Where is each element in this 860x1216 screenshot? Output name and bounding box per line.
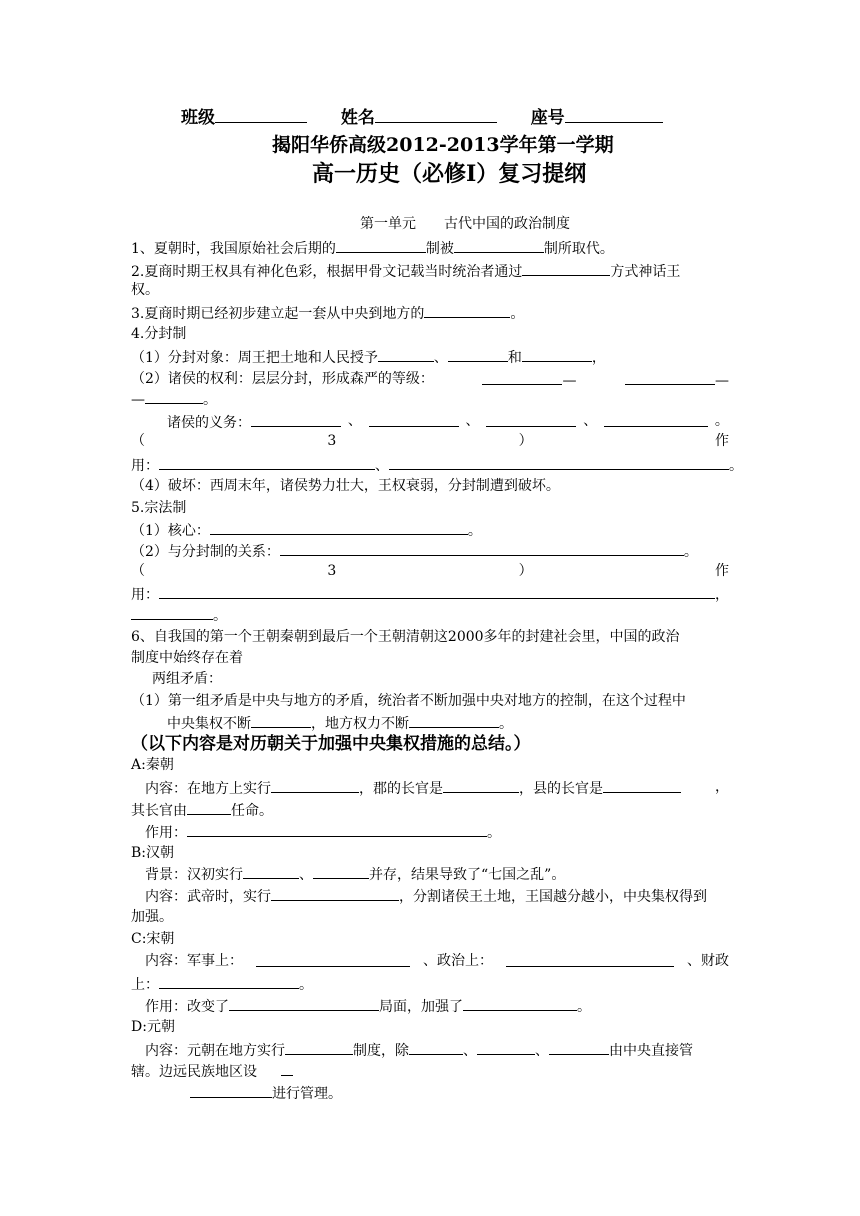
blank[interactable] [477,1040,535,1055]
q6-line-cont: 制度中始终存在着 [131,650,243,666]
blank[interactable] [313,864,369,879]
han-background-line: 背景：汉初实行 、 并存，结果导致了“七国之乱”。 [145,864,565,884]
blank[interactable] [159,974,299,989]
q4-3-line-cont: 用： 、 。 [131,455,743,475]
yuan-heading: D:元朝 [131,1019,175,1035]
song-heading: C:宋朝 [131,931,175,947]
unit-title: 第一单元 [360,216,416,232]
blank[interactable] [448,347,508,362]
name-label: 姓名 [340,108,375,128]
q4-4-line: （4）破坏：西周末年，诸侯势力壮大，王权衰弱，分封制遭到破坏。 [131,478,560,494]
blank[interactable] [131,605,213,620]
blank[interactable] [389,455,729,470]
q6-1-line-cont: 中央集权不断 ，地方权力不断 。 [167,713,513,733]
blank[interactable] [159,584,715,599]
qin-heading: A:秦朝 [131,757,174,773]
title-school: 揭阳华侨高级2012-2013学年第一学期 [272,134,614,156]
student-info-row [181,103,663,128]
class-label: 班级 [181,108,215,128]
blank[interactable] [549,1040,609,1055]
blank[interactable] [409,1040,463,1055]
seat-label: 座号 [530,108,565,128]
yuan-content-end: 进行管理。 [190,1083,342,1103]
blank[interactable] [256,952,410,967]
blank[interactable] [336,238,426,253]
q4-2-line-cont: — 。 [131,389,217,409]
unit-name: 古代中国的政治制度 [444,216,570,232]
blank[interactable] [187,800,231,815]
blank[interactable] [603,778,681,793]
unit-heading [360,215,570,233]
q2-line-cont: 权。 [131,282,159,298]
blank[interactable] [285,1040,353,1055]
blank[interactable] [522,261,610,276]
yuan-content-line: 内容：元朝在地方实行 制度，除 、 、 由中央直接管 [145,1040,693,1060]
blank[interactable] [281,1061,293,1076]
blank[interactable] [251,412,341,427]
blank[interactable] [424,303,510,318]
q2-line: 2.夏商时期王权具有神化色彩，根据甲骨文记载当时统治者通过 方式神话王 [131,261,680,281]
q3-line: 3.夏商时期已经初步建立起一套从中央到地方的 。 [131,303,524,323]
blank[interactable] [378,347,434,362]
blank[interactable] [210,520,468,535]
yuan-content-cont: 辖。边远民族地区设 [131,1061,293,1081]
song-content-cont: 上： 。 [131,974,313,994]
summary-heading: （以下内容是对历朝关于加强中央集权措施的总结。） [131,734,531,754]
blank[interactable] [506,952,674,967]
blank[interactable] [625,370,715,385]
title-course: 高一历史（必修Ⅰ）复习提纲 [312,161,587,187]
blank[interactable] [187,822,487,837]
qin-content-cont: 其长官由 任命。 [131,800,273,820]
name-field[interactable] [375,108,497,123]
blank[interactable] [243,864,299,879]
blank[interactable] [369,412,459,427]
blank[interactable] [454,238,544,253]
blank[interactable] [604,412,708,427]
han-content-line: 内容：武帝时，实行 ，分割诸侯王土地，王国越分越小，中央集权得到 [145,886,707,906]
blank[interactable] [229,996,379,1011]
blank[interactable] [159,455,375,470]
q4-1-line: （1）分封对象：周王把土地和人民授予 、 和 ， [131,347,606,367]
q4-duty-line: 诸侯的义务： 、 、 、 。 [167,413,729,431]
blank[interactable] [280,541,684,556]
q5-3-line-cont: 用： ， [131,584,729,604]
blank[interactable] [482,370,562,385]
song-content-line: 内容：军事上： 、政治上： 、财政 [145,953,729,969]
song-effect-line: 作用：改变了 局面，加强了 。 [145,996,591,1016]
blank[interactable] [271,778,359,793]
class-field[interactable] [215,108,307,123]
qin-content-line: 内容：在地方上实行 ，郡的长官是 ，县的长官是 ， [145,779,729,797]
q4-heading: 4.分封制 [131,326,187,342]
q5-3-line-end: 。 [131,605,227,625]
han-heading: B:汉朝 [131,845,175,861]
q5-2-line: （2）与分封制的关系： 。 [131,541,698,561]
blank[interactable] [409,713,499,728]
blank[interactable] [271,886,399,901]
q6-sub: 两组矛盾： [152,671,222,687]
seat-field[interactable] [565,108,663,123]
q6-line: 6、自我国的第一个王朝秦朝到最后一个王朝清朝这2000多年的封建社会里，中国的政治 [131,629,680,645]
q5-heading: 5.宗法制 [131,500,187,516]
q5-1-line: （1）核心： 。 [131,520,482,540]
q5-3-line: （ 3 ） 作 [131,563,729,579]
q1-line: 1、夏朝时，我国原始社会后期的 制被 制所取代。 [131,238,614,258]
blank[interactable] [522,347,592,362]
blank[interactable] [251,713,311,728]
q4-2-line: （2）诸侯的权利：层层分封，形成森严的等级： — — [131,371,729,389]
blank[interactable] [145,389,203,404]
blank[interactable] [486,412,576,427]
q4-3-line: （ 3 ） 作 [131,433,729,449]
qin-effect-line: 作用： 。 [145,822,501,842]
han-content-cont: 加强。 [131,909,173,925]
q6-1-line: （1）第一组矛盾是中央与地方的矛盾，统治者不断加强中央对地方的控制，在这个过程中 [131,693,686,709]
blank[interactable] [443,778,519,793]
blank[interactable] [463,996,577,1011]
blank[interactable] [190,1083,272,1098]
